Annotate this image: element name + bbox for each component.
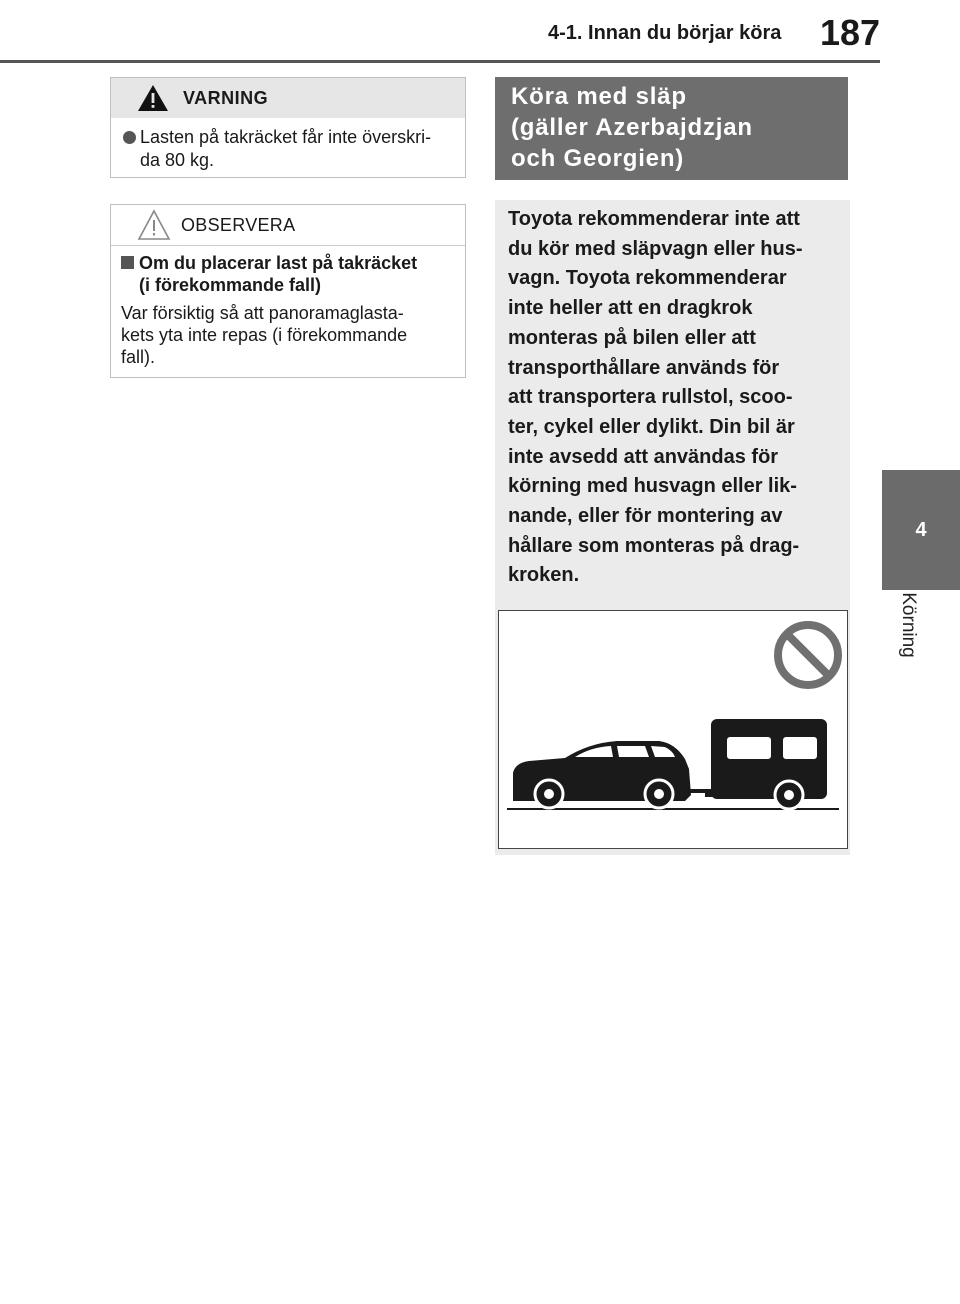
notice-subtitle-line-1: Om du placerar last på takräcket	[139, 253, 418, 273]
square-bullet-icon	[121, 256, 134, 269]
paragraph-line: du kör med släpvagn eller hus-	[508, 237, 803, 260]
paragraph-line: transporthållare används för	[508, 356, 780, 379]
warning-header	[111, 78, 465, 118]
paragraph-line: hållare som monteras på drag-	[508, 534, 800, 557]
warning-icon	[137, 84, 169, 112]
notice-text-line-1: Var försiktig så att panoramaglasta-	[121, 303, 404, 323]
paragraph-line: att transportera rullstol, scoo-	[508, 386, 793, 409]
notice-subtitle	[111, 246, 465, 296]
warning-line-1: Lasten på takräcket får inte överskri-	[140, 127, 432, 147]
notice-box	[110, 204, 466, 378]
paragraph-line: vagn. Toyota rekommenderar	[508, 267, 787, 290]
chapter-name-label: Körning	[898, 592, 919, 658]
warning-body	[111, 118, 465, 172]
section-heading	[495, 77, 848, 180]
header-rule	[0, 60, 880, 63]
car-icon	[513, 741, 713, 808]
caution-icon	[137, 209, 171, 241]
paragraph-line: monteras på bilen eller att	[508, 326, 756, 349]
chapter-name	[897, 585, 919, 665]
notice-text-line-2: kets yta inte repas (i förekommande	[121, 325, 408, 345]
paragraph-line: nande, eller för montering av	[508, 505, 783, 528]
header-section-title: 4-1. Innan du börjar köra	[548, 22, 782, 44]
notice-title: OBSERVERA	[181, 215, 296, 235]
notice-text-line-3: fall).	[121, 347, 156, 367]
bullet-icon	[123, 131, 136, 144]
section-title-line-2: (gäller Azerbajdzjan	[511, 114, 753, 141]
page-number: 187	[820, 12, 881, 53]
notice-subtitle-line-2: (i förekommande fall)	[139, 275, 322, 295]
figure-illustration	[499, 611, 847, 848]
warning-line-2: da 80 kg.	[140, 150, 215, 170]
section-paragraph	[508, 205, 838, 591]
warning-box	[110, 77, 466, 178]
notice-text	[111, 296, 465, 368]
paragraph-line: körning med husvagn eller lik-	[508, 475, 797, 498]
paragraph-line: inte heller att en dragkrok	[508, 297, 753, 320]
paragraph-line: kroken.	[508, 564, 580, 587]
paragraph-line: inte avsedd att användas för	[508, 445, 779, 468]
section-title-line-1: Köra med släp	[511, 83, 687, 110]
prohibited-icon	[778, 625, 838, 685]
warning-title: VARNING	[183, 88, 269, 108]
paragraph-line: ter, cykel eller dylikt. Din bil är	[508, 415, 795, 438]
towing-prohibited-figure	[498, 610, 848, 849]
section-panel	[495, 200, 850, 855]
section-title	[511, 81, 753, 174]
chapter-tab	[882, 470, 960, 590]
paragraph-line: Toyota rekommenderar inte att	[508, 208, 800, 230]
section-title-line-3: och Georgien)	[511, 145, 685, 172]
chapter-number: 4	[915, 518, 927, 541]
caravan-icon	[705, 719, 827, 809]
notice-header	[111, 205, 465, 246]
